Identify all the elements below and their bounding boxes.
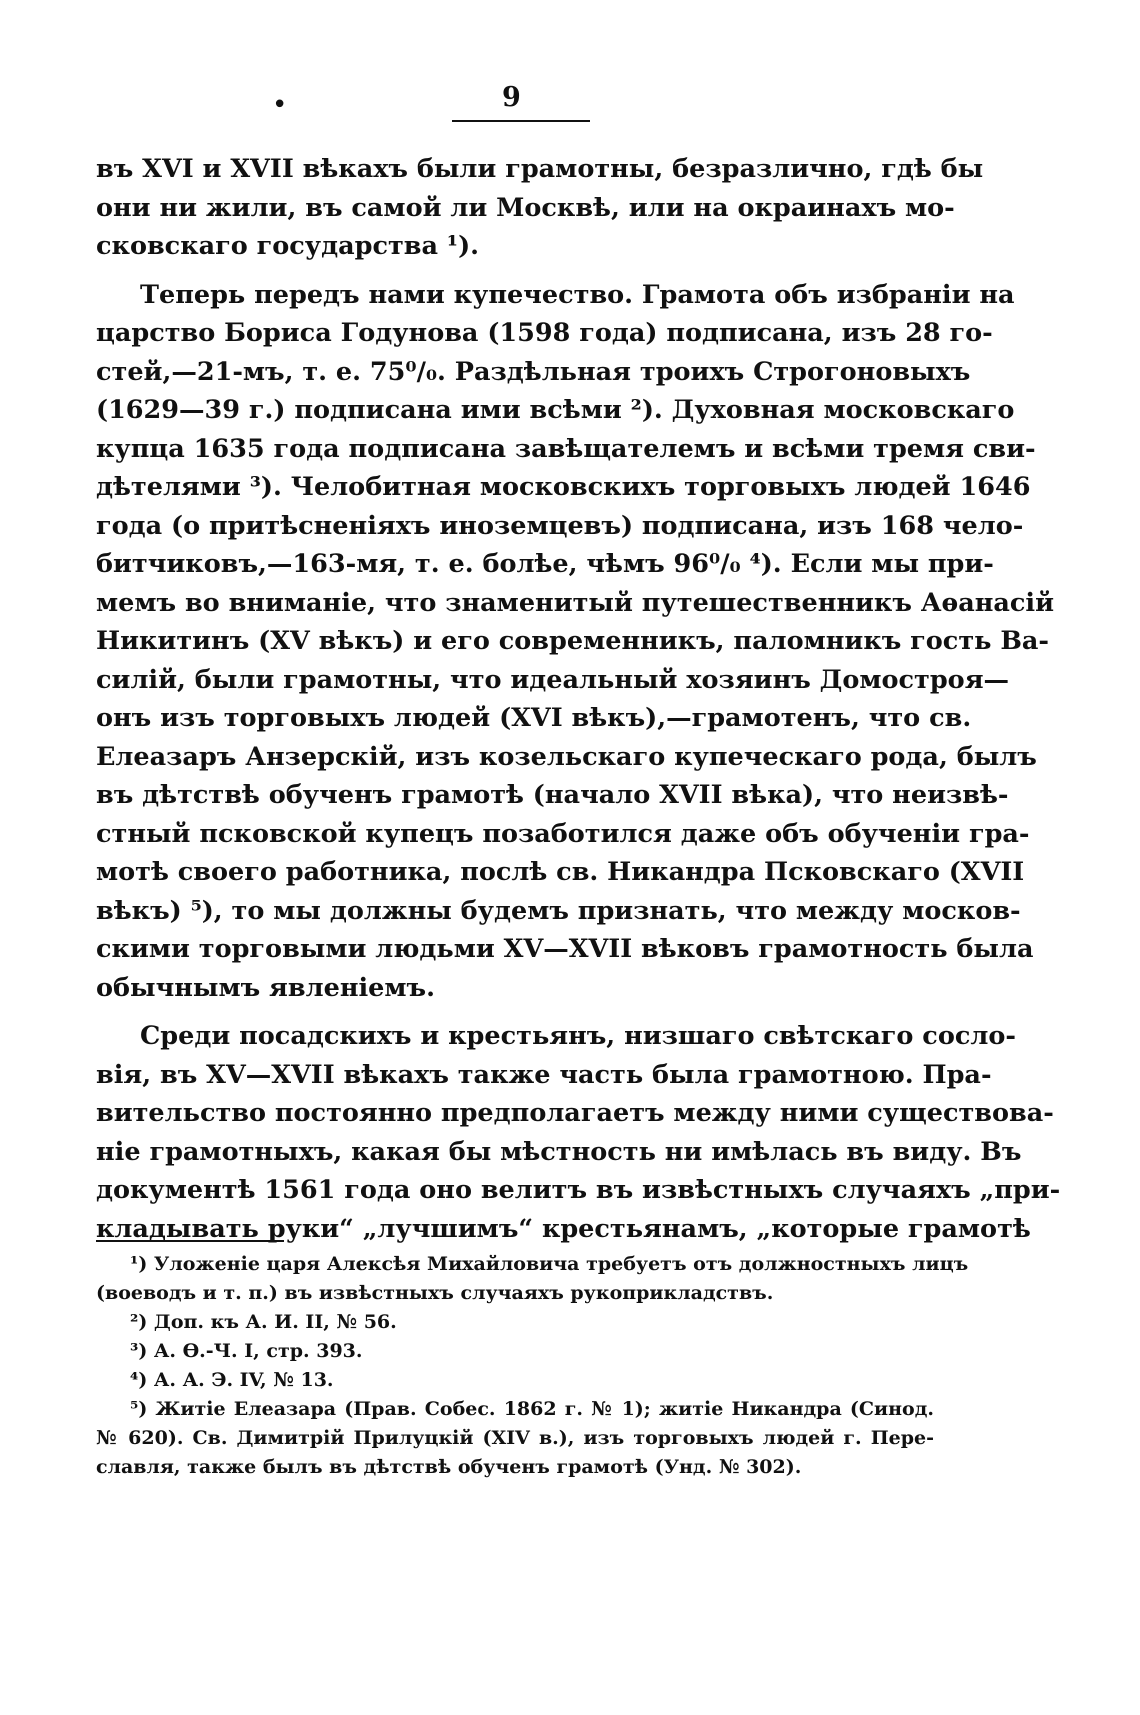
page-header — [0, 0, 1140, 130]
text-line: Елеазаръ Анзерскій, изъ козельскаго купеческаго рода, былъ — [96, 741, 1037, 772]
text-line: въ дѣтствѣ обученъ грамотѣ (начало XVII вѣка), что неизвѣ- — [96, 780, 1009, 810]
text-line: кладывать руки“ „лучшимъ“ крестьянамъ, „которые грамотѣ — [96, 1213, 1031, 1244]
footnote-line: № 620). Св. Димитрій Прилуцкій (XIV в.), изъ торговыхъ людей г. Пере- — [96, 1427, 934, 1449]
header-dot: • — [272, 90, 288, 120]
page-number: 9 — [502, 82, 521, 113]
text-line: Среди посадскихъ и крестьянъ, низшаго свѣтскаго сосло- — [140, 1021, 1016, 1051]
header-rule — [452, 120, 590, 122]
footnote-line: ³) А. Ѳ.-Ч. I, стр. 393. — [130, 1340, 363, 1362]
text-line: онъ изъ торговыхъ людей (XVI вѣкъ),—грамотенъ, что св. — [96, 703, 972, 733]
text-line: они ни жили, въ самой ли Москвѣ, или на окраинахъ мо- — [96, 192, 955, 223]
footnotes — [96, 1250, 969, 1482]
main-text — [96, 150, 1061, 1248]
footnote-line: ²) Доп. къ А. И. II, № 56. — [130, 1311, 397, 1333]
text-line: Теперь передъ нами купечество. Грамота объ избраніи на — [140, 279, 1015, 310]
text-line: вительство постоянно предполагаетъ между ними существова- — [96, 1098, 1054, 1128]
text-line: силій, были грамотны, что идеальный хозяинъ Домостроя— — [96, 664, 1010, 695]
text-line: дѣтелями ³). Челобитная московскихъ торговыхъ людей 1646 — [96, 472, 1031, 502]
text-line: стей,—21-мъ, т. е. 75⁰/₀. Раздѣльная троихъ Строгоновыхъ — [96, 356, 971, 387]
text-line: купца 1635 года подписана завѣщателемъ и всѣми тремя сви- — [96, 433, 1036, 464]
text-line: вія, въ XV—XVII вѣкахъ также часть была грамотною. Пра- — [96, 1059, 992, 1090]
text-line: (1629—39 г.) подписана ими всѣми ²). Духовная московскаго — [96, 395, 1015, 425]
text-line: мотѣ своего работника, послѣ св. Никандра Псковскаго (XVII — [96, 857, 1025, 887]
text-line: царство Бориса Годунова (1598 года) подписана, изъ 28 го- — [96, 318, 993, 348]
text-line: стный псковской купецъ позаботился даже объ обученіи гра- — [96, 818, 1030, 849]
footnote-line: ⁴) А. А. Э. IV, № 13. — [130, 1369, 334, 1391]
footnote-line: славля, также былъ въ дѣтствѣ обученъ грамотѣ (Унд. № 302). — [96, 1456, 802, 1478]
text-line: битчиковъ,—163-мя, т. е. болѣе, чѣмъ 96⁰/₀ ⁴). Если мы при- — [96, 549, 994, 579]
text-line: сковскаго государства ¹). — [96, 231, 480, 261]
text-line: мемъ во вниманіе, что знаменитый путешественникъ Аѳанасій — [96, 587, 1055, 618]
footnote-rule — [96, 1240, 284, 1242]
footnote-line: ¹) Уложеніе царя Алексѣя Михайловича требуетъ отъ должностныхъ лицъ — [130, 1253, 969, 1275]
text-line: обычнымъ явленіемъ. — [96, 972, 435, 1003]
text-line: скими торговыми людьми XV—XVII вѣковъ грамотность была — [96, 934, 1034, 964]
text-line: Никитинъ (XV вѣкъ) и его современникъ, паломникъ гость Ва- — [96, 626, 1049, 656]
footnote-line: ⁵) Житіе Елеазара (Прав. Собес. 1862 г. № 1); житіе Никандра (Синод. — [130, 1398, 934, 1420]
text-line: въ XVI и XVII вѣкахъ были грамотны, безразлично, гдѣ бы — [96, 154, 984, 184]
footnote-line: (воеводъ и т. п.) въ извѣстныхъ случаяхъ рукоприкладствъ. — [96, 1282, 774, 1304]
text-line: документѣ 1561 года оно велитъ въ извѣстныхъ случаяхъ „при- — [96, 1175, 1061, 1205]
text-line: вѣкъ) ⁵), то мы должны будемъ признать, что между москов- — [96, 895, 1021, 926]
text-line: ніе грамотныхъ, какая бы мѣстность ни имѣлась въ виду. Въ — [96, 1136, 1022, 1167]
text-line: года (о притѣсненіяхъ иноземцевъ) подписана, изъ 168 чело- — [96, 510, 1024, 541]
